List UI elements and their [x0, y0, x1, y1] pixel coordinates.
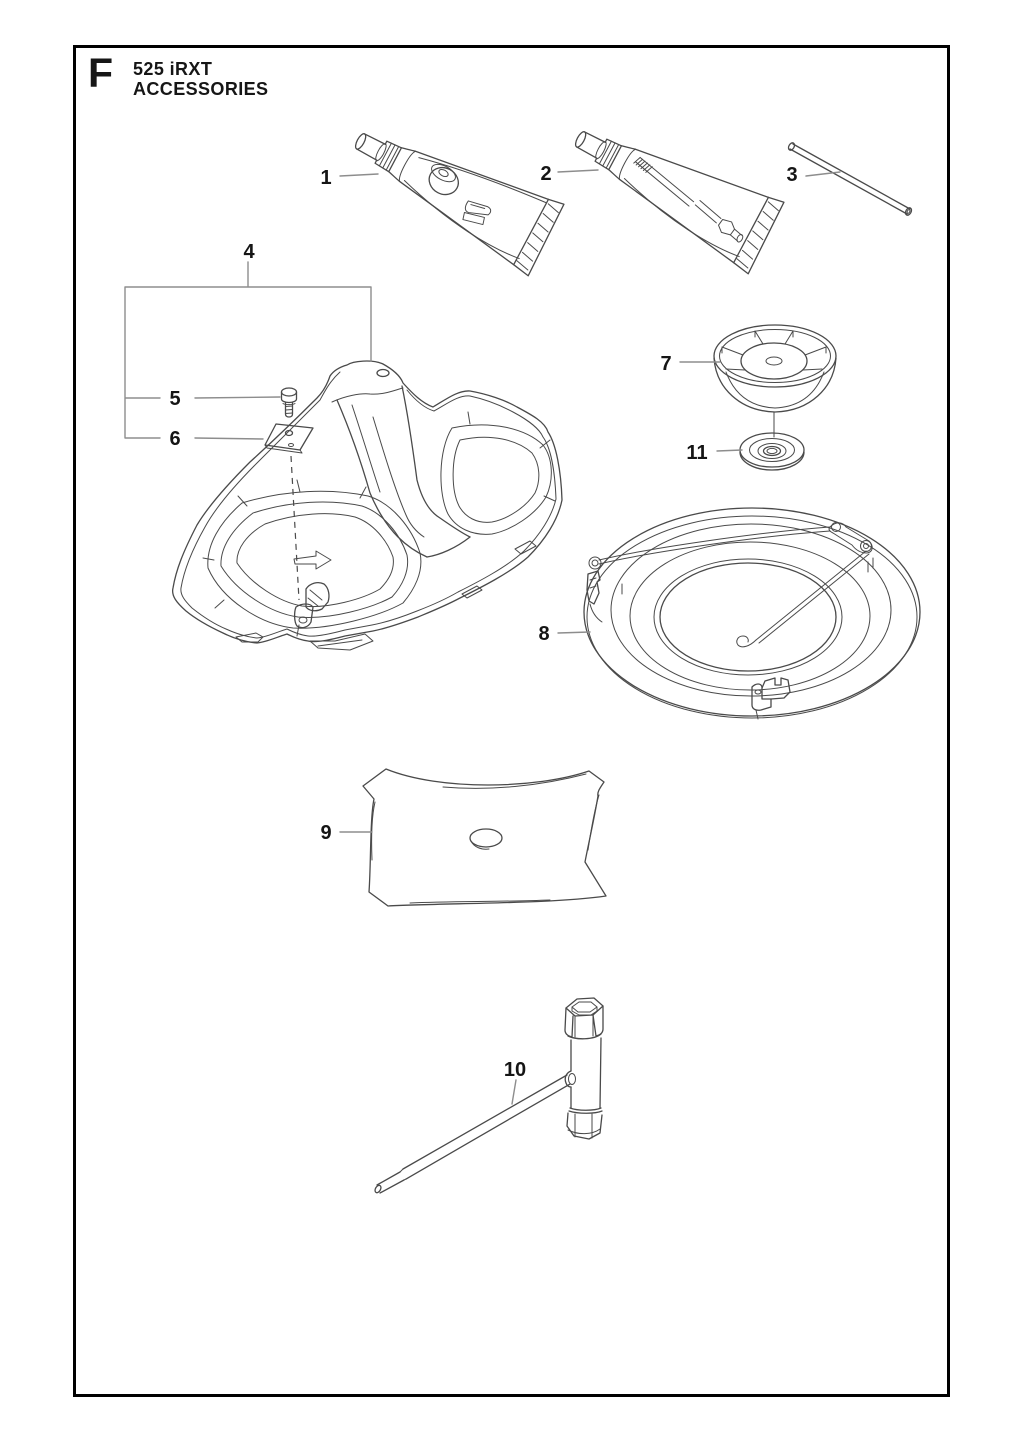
callout-label-2: 2	[540, 163, 552, 185]
callout-label-10: 10	[503, 1059, 527, 1081]
callout-label-11: 11	[686, 442, 708, 464]
callout-label-3: 3	[786, 164, 798, 186]
leader-line-8	[558, 632, 590, 633]
callout-label-5: 5	[169, 388, 181, 410]
part-2-lubricant-tube-drawing	[559, 102, 786, 273]
part-4-trimmer-guard-drawing	[173, 361, 562, 650]
figure-letter: F	[88, 50, 114, 96]
part-8-transport-guard-drawing	[584, 508, 920, 719]
page-title: ACCESSORIES	[133, 78, 269, 99]
callout-labels	[169, 163, 797, 1081]
callout-label-9: 9	[320, 822, 332, 844]
part-9-grass-blade-drawing	[363, 769, 606, 906]
callout-label-8: 8	[538, 623, 550, 645]
callout-label-7: 7	[660, 353, 672, 375]
leader-line-1	[340, 174, 378, 176]
part-6-plate-drawing	[265, 424, 313, 453]
leader-line-11	[717, 450, 742, 451]
callout-label-1: 1	[320, 167, 332, 189]
leader-line-10	[512, 1080, 516, 1104]
part-5-screw-drawing	[282, 388, 297, 417]
leader-line-5	[195, 397, 280, 398]
bracket-4	[125, 262, 371, 438]
model-name: 525 iRXT	[133, 59, 213, 79]
part-10-socket-wrench-drawing	[374, 998, 603, 1194]
callout-label-4: 4	[243, 241, 255, 263]
part-3-tube-drawing	[787, 142, 913, 217]
leader-line-2	[558, 170, 598, 172]
callout-label-6: 6	[169, 428, 181, 450]
part-1-lubricant-tube-drawing	[339, 104, 566, 275]
part-7-support-cup-drawing	[714, 325, 836, 437]
leader-line-6	[195, 438, 263, 439]
part-11-dust-cup-drawing	[740, 433, 804, 470]
